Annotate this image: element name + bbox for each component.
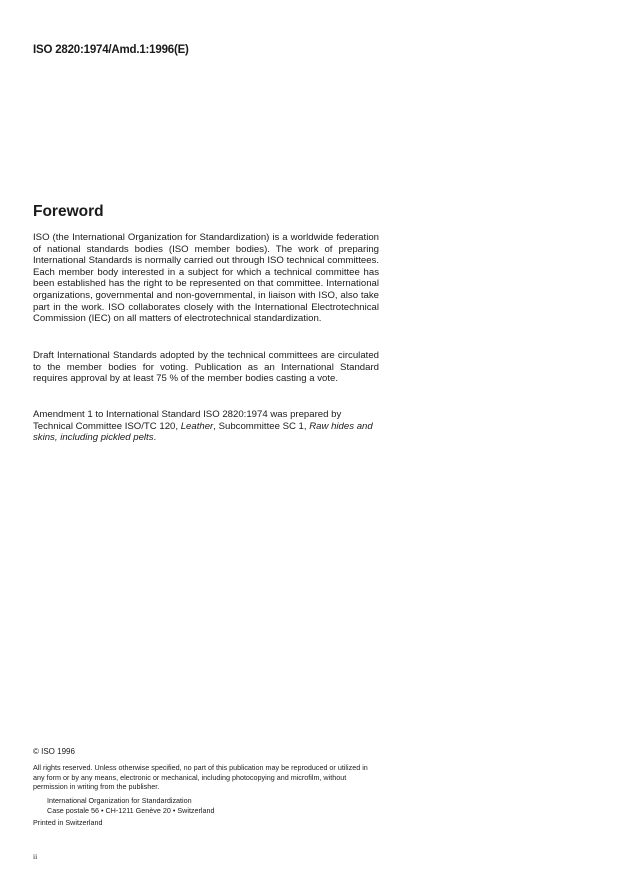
foreword-paragraph-2: Draft International Standards adopted by the technical committees are circulated to the member bodies for voting. Publication as an International Standard requires approval by at least 75 % of the member bodies casting a vote. xyxy=(33,350,379,385)
subcommittee-title: Raw hides and skins, including pickled pelts xyxy=(33,420,373,444)
copyright-line: © ISO 1996 xyxy=(33,747,75,756)
committee-title: Leather xyxy=(180,420,214,432)
section-heading: Foreword xyxy=(33,203,104,220)
rights-notice: All rights reserved. Unless otherwise specified, no part of this publication may be reproduced or utilized in any form or by any means, electronic or mechanical, including photocopying and microfilm, without permission in writing from the publisher. xyxy=(33,763,368,792)
publisher-postal: Case postale 56 • CH-1211 Genève 20 • Switzerland xyxy=(47,805,215,815)
document-id: ISO 2820:1974/Amd.1:1996(E) xyxy=(33,44,189,56)
paragraph-3-end: . xyxy=(153,432,157,444)
foreword-paragraph-1: ISO (the International Organization for Standardization) is a worldwide federation of national standards bodies (ISO member bodies). The work of preparing International Standards is normally carried out through ISO technical committees. Each member body interested in a subject for which a technical committee has been established has the right to be represented on that committee. International organizations, governmental and non-governmental, in liaison with ISO, also take part in the work. ISO collaborates closely with the International Electrotechnical Commission (IEC) on all matters of electrotechnical standardization. xyxy=(33,232,379,325)
publisher-address xyxy=(47,796,215,815)
publisher-name: International Organization for Standardization xyxy=(47,796,192,805)
printed-in: Printed in Switzerland xyxy=(33,818,103,827)
paragraph-3-text: Amendment 1 to International Standard ISO 2820:1974 was prepared by Technical Committee ISO/TC 120, xyxy=(33,409,342,432)
page-number: ii xyxy=(33,852,38,861)
paragraph-3-text: , Subcommittee SC 1, xyxy=(213,420,310,432)
foreword-paragraph-3 xyxy=(33,409,379,444)
